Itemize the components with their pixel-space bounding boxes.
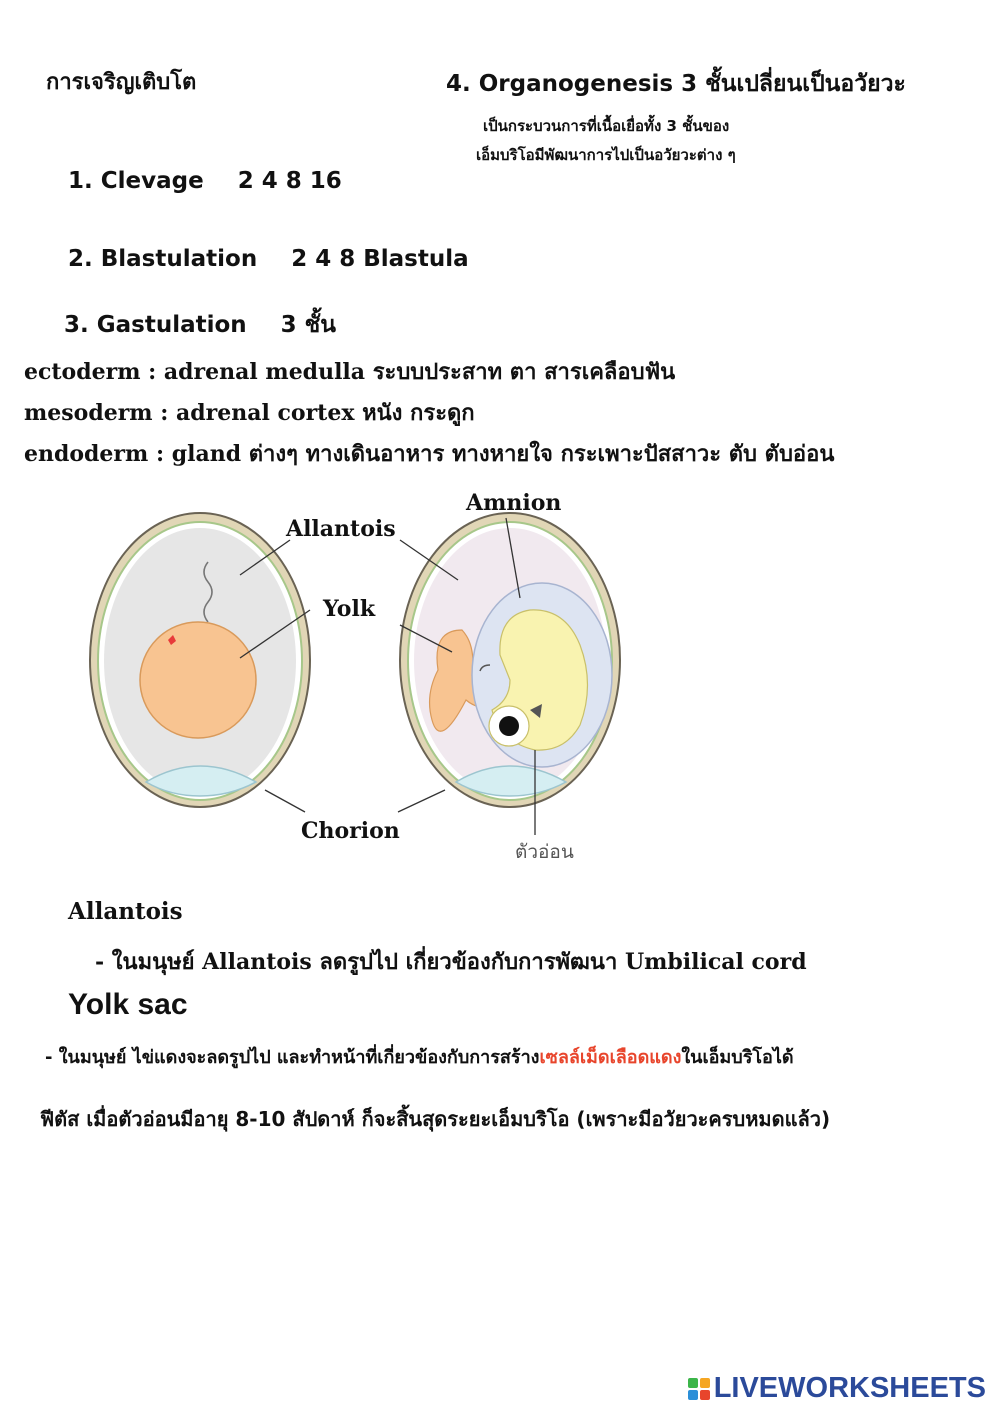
germ-layer-mesoderm: mesoderm : adrenal cortex หนัง กระดูก	[24, 400, 475, 426]
label-amnion: Amnion	[466, 490, 562, 516]
organogenesis-title: 4. Organogenesis 3 ชั้นเปลี่ยนเป็นอวัยวะ	[446, 71, 906, 97]
germ-layer-endoderm: endoderm : gland ต่างๆ ทางเดินอาหาร ทางหายใจ กระเพาะปัสสาวะ ตับ ตับอ่อน	[24, 441, 835, 467]
step-gastrulation	[64, 307, 336, 343]
fetus-note: ฟีตัส เมื่อตัวอ่อนมีอายุ 8-10 สัปดาห์ ก็จะสิ้นสุดระยะเอ็มบริโอ (เพราะมีอวัยวะครบหมดแล้ว)	[40, 1107, 831, 1131]
germ-layer-ectoderm: ectoderm : adrenal medulla ระบบประสาท ตา สารเคลือบฟัน	[24, 359, 676, 385]
step-blastulation	[68, 246, 469, 272]
label-embryo: ตัวอ่อน	[515, 841, 574, 863]
yolk-sac-heading: Yolk sac	[68, 988, 188, 1021]
leader-chorion-right	[398, 790, 445, 812]
allantois-heading: Allantois	[68, 898, 183, 925]
label-chorion: Chorion	[301, 818, 400, 844]
label-yolk: Yolk	[323, 596, 376, 622]
yolk-sac-note	[45, 1042, 794, 1071]
step-value: 3 ชั้น	[280, 312, 337, 338]
liveworksheets-logo-icon	[688, 1378, 710, 1400]
step-label: 2. Blastulation	[68, 246, 258, 272]
egg-membranes-diagram	[80, 480, 640, 870]
allantois-note: - ในมนุษย์ Allantois ลดรูปไป เกี่ยวข้องกับการพัฒนา Umbilical cord	[95, 949, 807, 975]
egg-right	[400, 513, 620, 807]
yolk-sac-note-start: - ในมนุษย์ ไข่แดงจะลดรูปไป และทำหน้าที่เกี่ยวข้องกับการสร้าง	[45, 1047, 540, 1068]
red-blood-cell-highlight: เซลล์เม็ดเลือดแดง	[539, 1047, 682, 1068]
step-label: 1. Clevage	[68, 168, 204, 194]
yolk-sac-note-end: ในเอ็มบริโอได้	[681, 1047, 794, 1068]
embryo-eye	[499, 716, 519, 736]
leader-chorion-left	[265, 790, 305, 812]
step-value: 2 4 8 16	[237, 168, 342, 194]
step-label: 3. Gastulation	[64, 312, 247, 338]
organogenesis-description-line1: เป็นกระบวนการที่เนื้อเยื่อทั้ง 3 ชั้นของ	[483, 117, 730, 135]
step-cleavage	[68, 168, 342, 194]
page-title: การเจริญเติบโต	[46, 70, 197, 95]
label-allantois: Allantois	[286, 516, 396, 542]
yolk-left	[140, 622, 256, 738]
liveworksheets-logo	[688, 1372, 986, 1405]
egg-left	[90, 513, 310, 807]
liveworksheets-logo-text: LIVEWORKSHEETS	[713, 1372, 986, 1404]
step-value: 2 4 8 Blastula	[291, 246, 469, 272]
organogenesis-description-line2: เอ็มบริโอมีพัฒนาการไปเป็นอวัยวะต่าง ๆ	[476, 146, 736, 164]
